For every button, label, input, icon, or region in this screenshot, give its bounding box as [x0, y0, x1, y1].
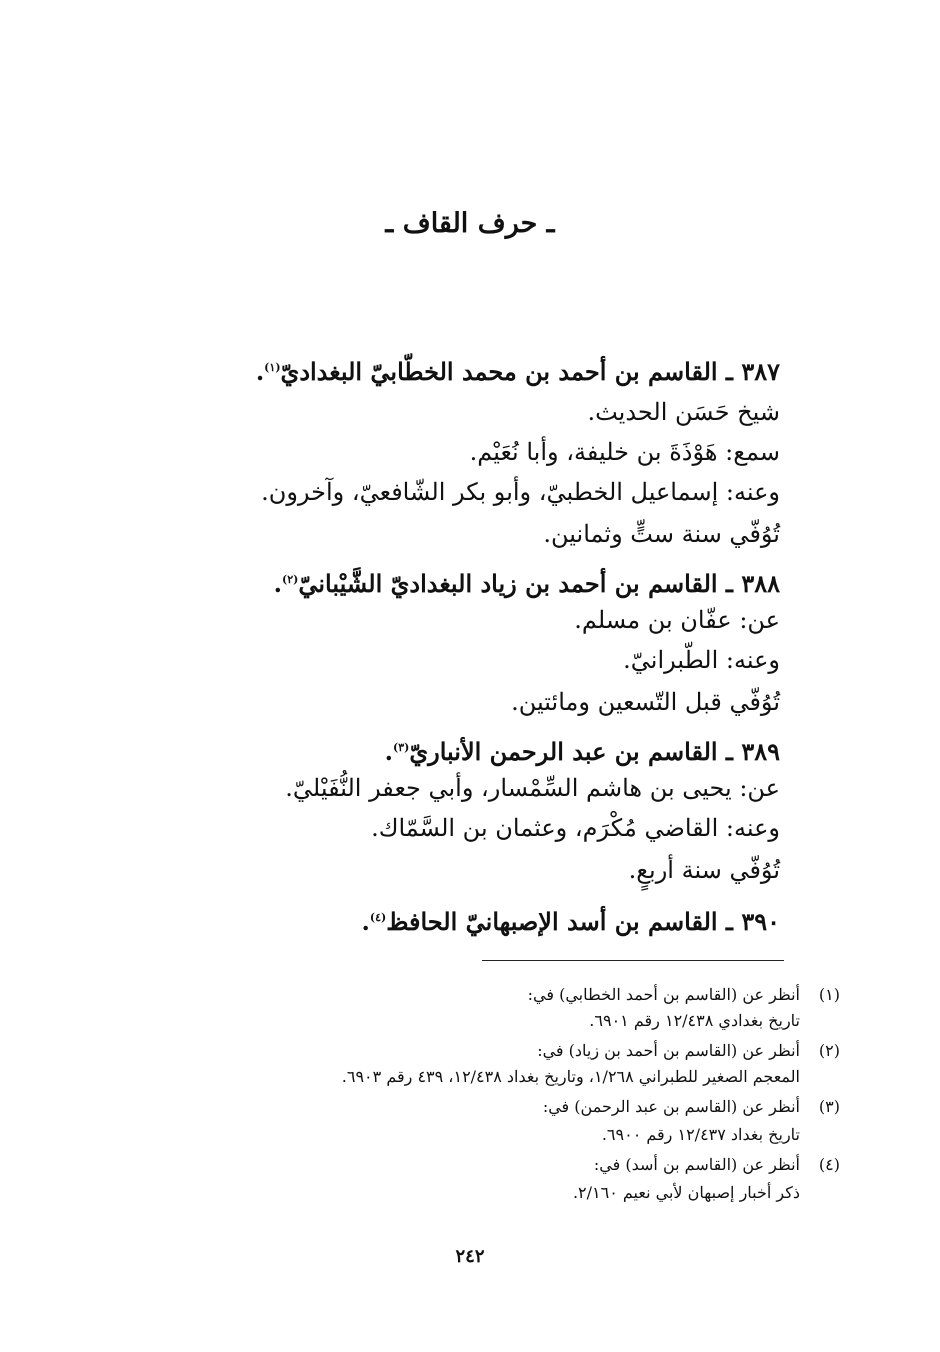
- footnote-ref: (١): [264, 361, 281, 374]
- footnote-number: (٢): [818, 1041, 840, 1060]
- entry-name: ـ القاسم بن أحمد بن زياد البغداديّ الشَّيْبانيّ: [298, 569, 733, 598]
- entry-number: ٣٨٩: [741, 737, 780, 766]
- footnote-number: (١): [818, 985, 840, 1004]
- entry-line: عن: عفّان بن مسلم.: [574, 606, 780, 634]
- footnote-line: أنظر عن (القاسم بن أحمد بن زياد) في:: [537, 1041, 800, 1060]
- footnote-line: أنظر عن (القاسم بن أسد) في:: [593, 1155, 800, 1174]
- entry-line: تُوُفّي قبل التّسعين ومائتين.: [511, 688, 780, 716]
- footnote-ref: (٤): [369, 911, 387, 924]
- entry-number: ٣٨٨: [741, 569, 780, 598]
- page-number: ٢٤٢: [455, 1246, 485, 1267]
- entry-heading: [385, 733, 780, 767]
- footnote-line: أنظر عن (القاسم بن أحمد الخطابي) في:: [527, 985, 800, 1004]
- entry-line: سمع: هَوْذَةَ بن خليفة، وأبا نُعَيْم.: [469, 438, 780, 466]
- footnote-ref: (٢): [282, 573, 299, 586]
- entry-heading: [274, 565, 780, 599]
- entry-number: ٣٩٠: [741, 907, 780, 936]
- entry-end: .: [384, 737, 393, 766]
- entry-line: تُوُفّي سنة ستٍّ وثمانين.: [543, 520, 780, 548]
- entry-line: وعنه: الطّبرانيّ.: [623, 646, 780, 674]
- entry-name: ـ القاسم بن عبد الرحمن الأنباريّ: [409, 737, 733, 766]
- entry-heading: [362, 903, 780, 937]
- entry-name: ـ القاسم بن أحمد بن محمد الخطّابيّ البغداديّ: [280, 357, 733, 386]
- footnote-number: (٤): [818, 1155, 840, 1174]
- entry-number: ٣٨٧: [741, 357, 780, 386]
- footnote-number: (٣): [818, 1097, 840, 1116]
- footnote-line: تاريخ بغداد ١٢/٤٣٧ رقم ٦٩٠٠.: [601, 1125, 800, 1144]
- chapter-title: ـ حرف القاف ـ: [385, 208, 555, 239]
- entry-end: .: [361, 907, 370, 936]
- footnote-line: ذكر أخبار إصبهان لأبي نعيم ٢/١٦٠.: [572, 1183, 800, 1202]
- entry-end: .: [273, 569, 283, 598]
- footnote-divider: [482, 960, 784, 961]
- entry-line: شيخ حَسَن الحديث.: [587, 398, 780, 426]
- entry-line: وعنه: القاضي مُكْرَم، وعثمان بن السَّمّاك.: [371, 814, 780, 842]
- entry-line: وعنه: إسماعيل الخطبيّ، وأبو بكر الشّافعيّ، وآخرون.: [261, 478, 780, 506]
- entry-end: .: [255, 357, 265, 386]
- footnote-line: المعجم الصغير للطبراني ١/٢٦٨، وتاريخ بغداد ١٢/٤٣٨، ٤٣٩ رقم ٦٩٠٣.: [341, 1067, 800, 1086]
- entry-name: ـ القاسم بن أسد الإصبهانيّ الحافظ: [386, 907, 733, 936]
- footnote-ref: (٣): [393, 741, 410, 754]
- entry-line: تُوُفّي سنة أربعٍ.: [628, 856, 780, 884]
- entry-heading: [256, 353, 780, 387]
- entry-line: عن: يحيى بن هاشم السِّمْسار، وأبي جعفر النُّفَيْليّ.: [285, 774, 780, 802]
- footnote-line: أنظر عن (القاسم بن عبد الرحمن) في:: [542, 1097, 800, 1116]
- footnote-line: تاريخ بغدادي ١٢/٤٣٨ رقم ٦٩٠١.: [589, 1011, 800, 1030]
